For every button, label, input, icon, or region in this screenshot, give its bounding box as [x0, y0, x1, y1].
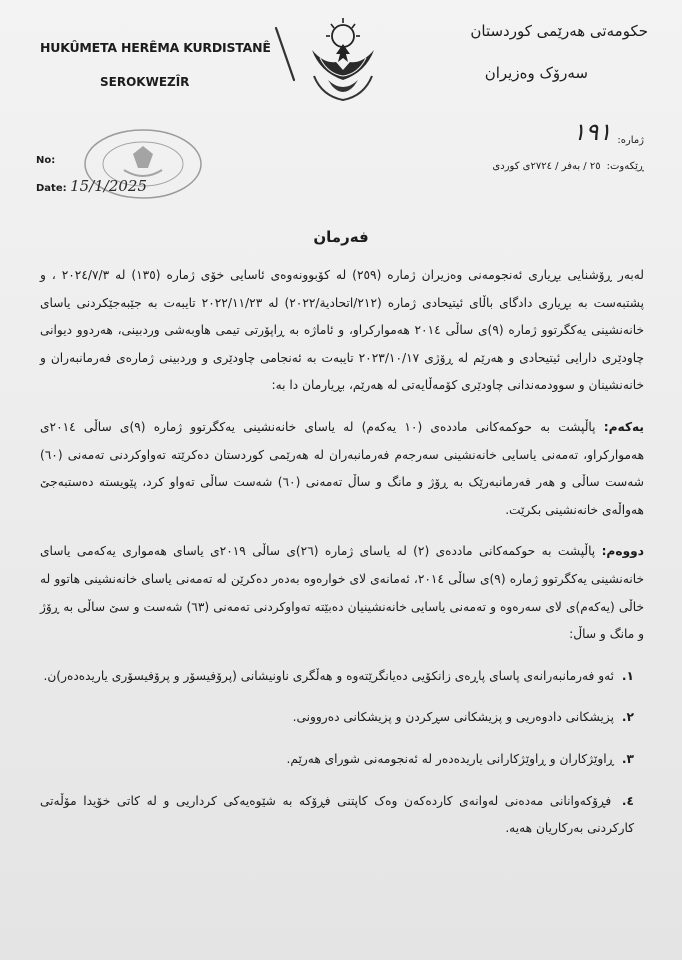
office-name-kurdish: سەرۆک وەزیران	[484, 64, 588, 82]
list-item	[40, 788, 634, 843]
list-item-text: پزیشکانی دادوەریی و پزیشکانی سڕکردن و پزیشکانی دەروونی.	[292, 710, 615, 725]
first-clause-label: یەکەم:	[603, 419, 645, 434]
second-clause-text: پاڵپشت بە حوکمەکانی ماددەی (٢) لە یاسای ژمارە (٢٦)ی ساڵی ٢٠١٩ی یاسای هەمواری یەکەمی یاسای خانەنشینی یەکگرتوو ژمارە (٩)ی ساڵی ٢٠١٤، ئەمانەی لای خوارەوە بەدەر دەکرێن لە تەمەنی یاسای خانەنشینی هاتوو لە خاڵی (یەکەم)ی لای سەرەوە و تەمەنی یاسایی خانەنشینیان دەبێتە تەواوکردنی تەمەنی (٦٣) شەست و سێ ساڵی بە ڕۆژ و مانگ و ساڵ:	[40, 544, 645, 642]
number-label: No:	[36, 155, 56, 166]
intro-paragraph: لەبەر ڕۆشنایی بڕیاری ئەنجومەنی وەزیران ژمارە (٢٥٩) لە کۆبوونەوەی ئاسایی خۆی ژمارە (١٣٥) لە ٢٠٢٤/٧/٣ ، و پشتبەست بە بڕیاری دادگای باڵای ئیتیحادی ژمارە (٢١٢/اتحادية/٢٠٢٢) لە ٢٠٢٢/١١/٢٣ تایبەت بە جێبەجێکردنی یاسای خانەنشینی یەکگرتوو ژمارە (٩)ی ساڵی ٢٠١٤ هەموارکراو، و ئاماژە بە ڕاپۆرتی تیمی هاوبەشی وردبینی، هەردوو دیوانی چاودێری دارایی ئیتیحادی و هەرێم لە ڕۆژی ٢٠٢٣/١٠/١٧ تایبەت بە ئەنجامی چاودێری و وردبینی ژمارەی فەرمانبەران و خانەنشینان و سوودمەندانی چاودێری کۆمەڵایەتی لە هەرێم، بڕیارمان دا بە:	[40, 268, 645, 393]
list-item	[40, 746, 634, 774]
date-row	[36, 177, 147, 199]
document-title: فەرمان	[313, 228, 369, 246]
reference-latin	[36, 155, 147, 199]
organization-name-kurdish: حکومەتی هەرێمی کوردستان	[470, 22, 648, 40]
list-item-text: فڕۆکەوانانی مەدەنی لەوانەی کاردەکەن وەک کاپتنی فڕۆکە بە شێوەیەکی کرداریی و لە کاتی خۆیدا مۆڵەتی کارکردنی بەرکاریان هەیە.	[40, 793, 634, 836]
office-name-latin: SEROKWEZÎR	[100, 75, 190, 89]
letterhead-kurdish	[398, 22, 648, 82]
pen-stroke-mark	[272, 24, 298, 84]
list-item	[40, 704, 634, 732]
document-body	[40, 262, 644, 843]
list-item-number: ٢.	[621, 710, 634, 725]
date-label-kurdish: ڕێکەوت:	[606, 161, 644, 172]
number-value: ١٩١	[572, 118, 612, 146]
list-item-number: ٣.	[621, 751, 634, 766]
list-item	[40, 663, 634, 691]
list-item-text: ڕاوێژکاران و ڕاوێژکارانی یاریدەدەر لە ئەنجومەنی شورای هەرێم.	[286, 751, 615, 766]
second-clause-label: دووەم:	[601, 544, 644, 559]
second-clause	[40, 538, 644, 648]
kurdish-date-row	[414, 146, 644, 172]
list-item-text: ئەو فەرمانبەرانەی پاسای پاڕەی زانکۆیی دەیانگرێتەوە و هەڵگری ناونیشانی (پرۆفیسۆر و پرۆفیسۆری یاریدەدەر)ن.	[43, 668, 615, 683]
list-item-number: ٤.	[621, 793, 634, 808]
kurdistan-emblem-icon	[298, 14, 388, 104]
date-value: 15/1/2025	[70, 177, 148, 195]
letterhead-latin	[40, 40, 290, 89]
number-row	[414, 120, 644, 146]
list-item-number: ١.	[621, 668, 634, 683]
first-clause-text: پاڵپشت بە حوکمەکانی ماددەی (١٠ یەکەم) لە یاسای خانەنشینی یەکگرتوو ژمارە (٩)ی ساڵی ٢٠١٤ی هەموارکراو، تەمەنی یاسایی خانەنشینی سەرجەم فەرمانبەران لە هەرێمی کوردستان دەکرێتە تەواوکردنی تەمەنی (٦٠) شەست ساڵی و هەر فەرمانبەرێک بە ڕۆژ و مانگ و ساڵ تەمەنی (٦٠) شەست ساڵی تەواو کرد، پێویستە دەستبەجێ هەواڵەی خانەنشینی بکرێت.	[40, 419, 644, 517]
organization-name-latin: HUKÛMETA HERÊMA KURDISTANÊ	[40, 40, 271, 55]
date-value-kurdish: ٢٥ / بەفر / ٢٧٢٤ی کوردی	[492, 161, 601, 172]
reference-kurdish	[414, 120, 644, 172]
date-label: Date:	[36, 183, 67, 194]
first-clause	[40, 414, 644, 524]
number-label-kurdish: ژمارە:	[617, 135, 644, 146]
